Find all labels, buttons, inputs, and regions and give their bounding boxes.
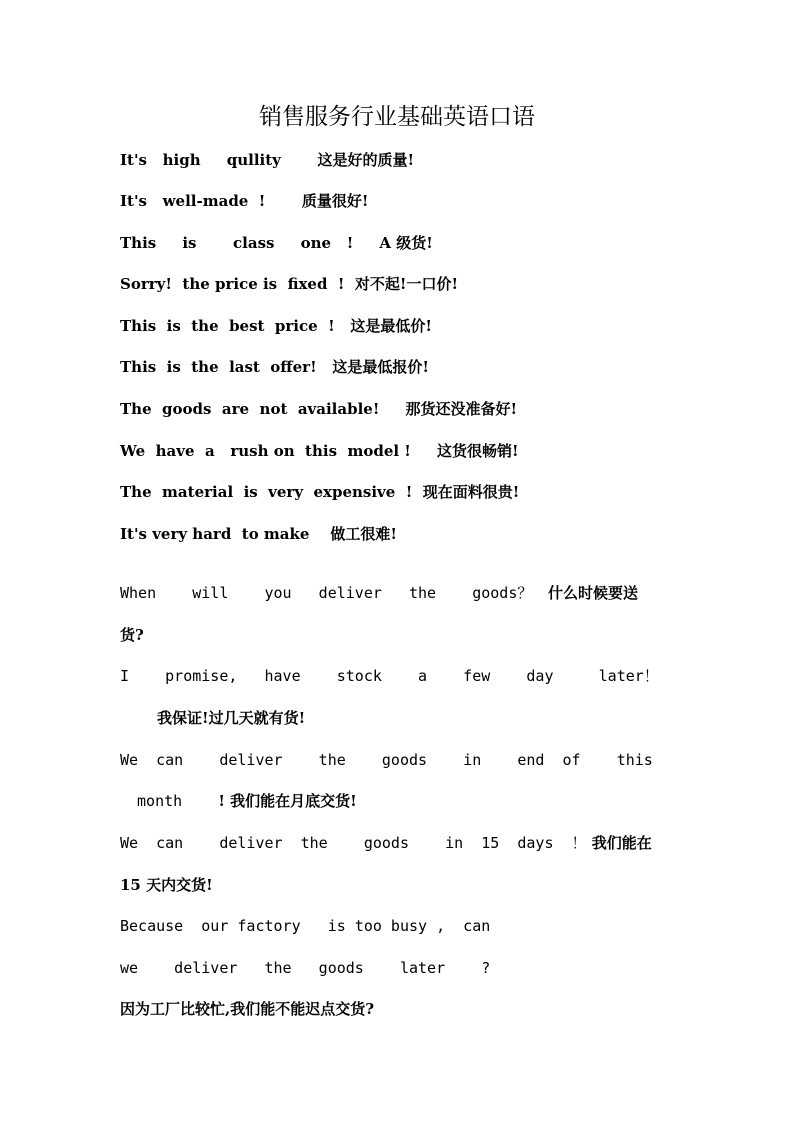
- delivery-line-11: 因为工厂比较忙,我们能不能迟点交货?: [120, 1000, 375, 1018]
- delivery-line-4: 我保证!过几天就有货!: [157, 709, 306, 727]
- delivery-line-6: [128, 790, 357, 812]
- phrase-line-4: Sorry! the price is fixed ! 对不起!一口价!: [120, 275, 459, 293]
- delivery-line-8: 15 天内交货!: [120, 876, 213, 894]
- phrase-line-2: It's well-made ! 质量很好!: [120, 192, 369, 210]
- delivery-line-9: Because our factory is too busy , can: [120, 917, 491, 935]
- delivery-line-1: [120, 582, 638, 604]
- phrase-line-8: We have a rush on this model ! 这货很畅销!: [120, 442, 519, 460]
- delivery-line-6-cn: ! 我们能在月底交货!: [218, 792, 357, 810]
- phrase-line-10: It's very hard to make 做工很难!: [120, 525, 397, 543]
- phrase-line-7: The goods are not available! 那货还没准备好!: [120, 400, 518, 418]
- delivery-line-5: We can deliver the goods in end of this: [120, 751, 653, 769]
- delivery-line-2: 货?: [120, 626, 144, 644]
- delivery-line-10: we deliver the goods later ?: [120, 959, 491, 977]
- phrase-line-1: It's high qullity 这是好的质量!: [120, 151, 415, 169]
- delivery-line-3: I promise, have stock a few day later！: [120, 667, 659, 685]
- delivery-line-1-en: When will you deliver the goods？: [120, 584, 533, 602]
- phrase-line-3: This is class one ! A 级货!: [120, 234, 433, 252]
- delivery-line-1-cn: 什么时候要送: [532, 584, 639, 602]
- phrase-line-9: The material is very expensive ! 现在面料很贵!: [120, 483, 520, 501]
- phrase-line-5: This is the best price ! 这是最低价!: [120, 317, 432, 335]
- delivery-line-6-en: month: [128, 792, 219, 810]
- delivery-line-7-cn: 我们能在: [586, 834, 652, 852]
- document-title: 销售服务行业基础英语口语: [259, 104, 535, 130]
- delivery-line-7-en: We can deliver the goods in 15 days ！: [120, 834, 587, 852]
- delivery-line-7: [120, 832, 652, 854]
- phrase-line-6: This is the last offer! 这是最低报价!: [120, 358, 429, 376]
